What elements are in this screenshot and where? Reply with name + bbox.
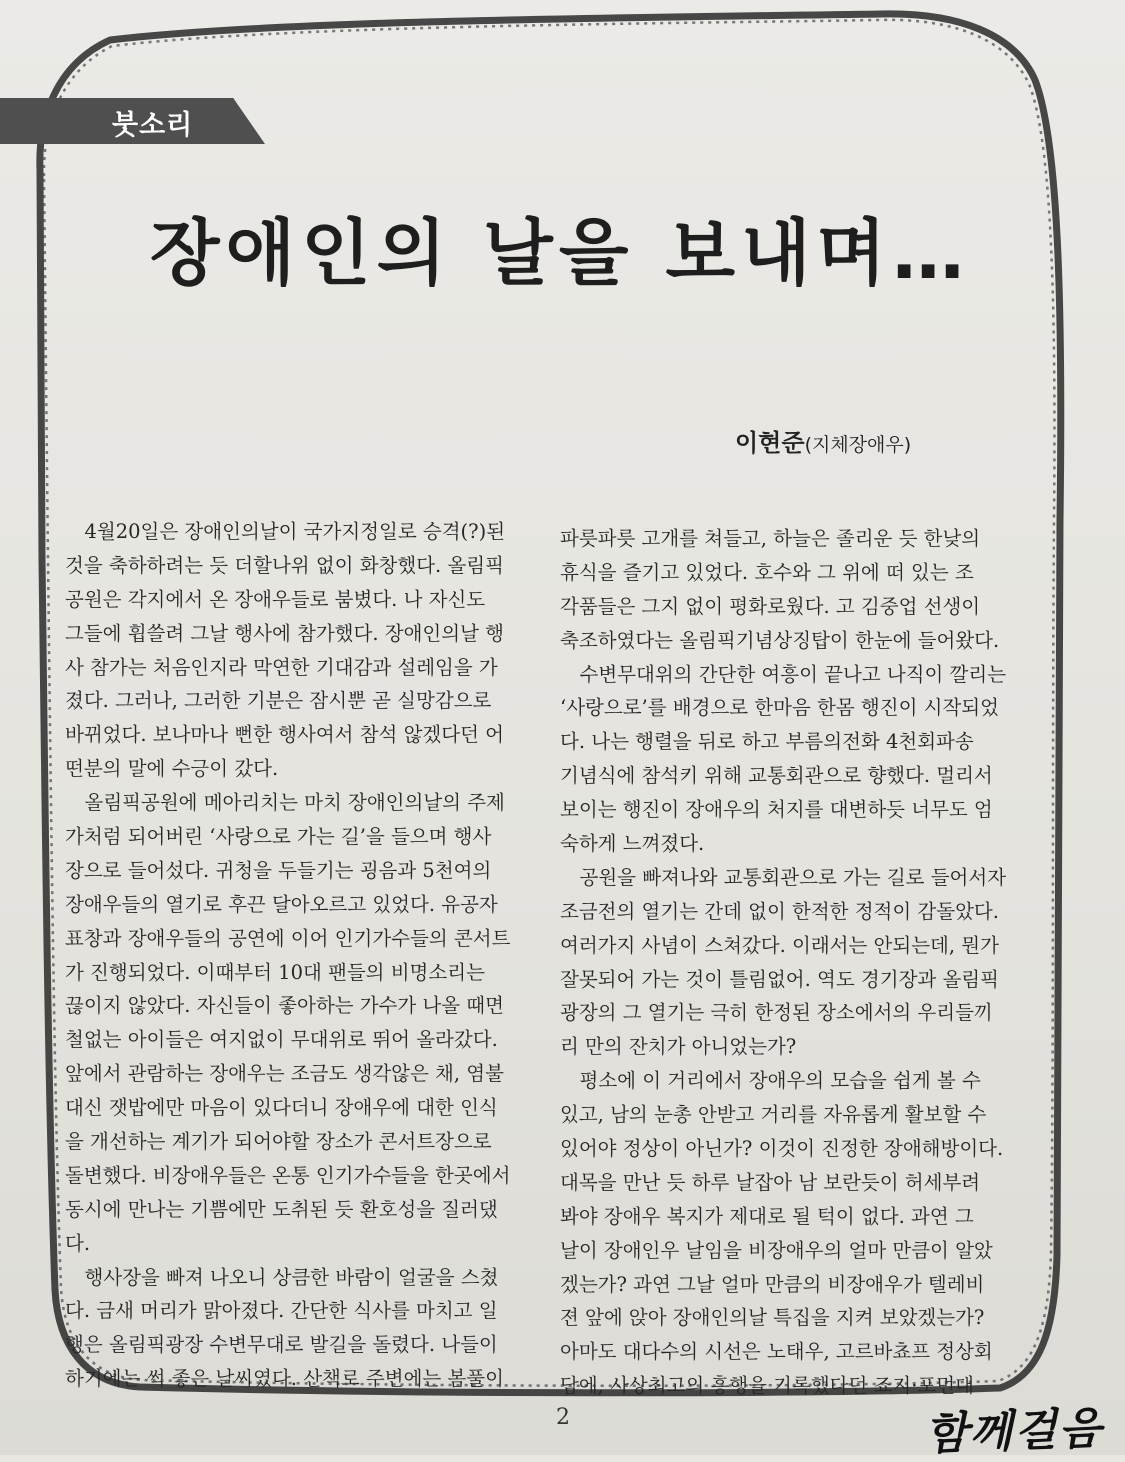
text-line: 있고, 남의 눈총 안받고 거리를 자유롭게 활보할 수 [560, 1103, 987, 1127]
text-line: 있어야 정상이 아닌가? 이것이 진정한 장애해방이다. [560, 1137, 1004, 1161]
text-line: 동시에 만나는 기쁨에만 도취된 듯 환호성을 질러댔 [65, 1197, 498, 1221]
text-line: 공원은 각지에서 온 장애우들로 붐볐다. 나 자신도 [65, 587, 486, 611]
text-line: 을 개선하는 계기가 되어야할 장소가 콘서트장으로 [65, 1130, 492, 1154]
byline [735, 423, 911, 458]
text-line: 하기에는 썩 좋은 날씨였다. 산책로 주변에는 봄풀이 [65, 1367, 504, 1391]
text-line: 졌다. 그러나, 그러한 기분은 잠시뿐 곧 실망감으로 [65, 689, 492, 713]
article-title: 장애인의 날을 보내며… [150, 211, 971, 295]
left-column [65, 515, 570, 1396]
text-line: 수변무대위의 간단한 여흥이 끝나고 나직이 깔리는 [560, 662, 1007, 686]
text-line: 돌변했다. 비장애우들은 온통 인기가수들을 한곳에서 [65, 1163, 511, 1187]
text-line: 앞에서 관람하는 장애우는 조금도 생각않은 채, 염불 [65, 1062, 504, 1086]
text-line: 것을 축하하려는 듯 더할나위 없이 화창했다. 올림픽 [65, 553, 504, 577]
text-line: 평소에 이 거리에서 장애우의 모습을 쉽게 볼 수 [560, 1069, 981, 1093]
text-line: 바뀌었다. 보나마나 뻔한 행사여서 참석 않겠다던 어 [65, 723, 504, 747]
text-line: 각품들은 그지 없이 평화로웠다. 고 김중업 선생이 [560, 594, 981, 618]
text-line: 잘못되어 가는 것이 틀림없어. 역도 경기장과 올림픽 [560, 967, 999, 991]
text-line: 장애우들의 열기로 후끈 달아오르고 있었다. 유공자 [65, 892, 498, 916]
text-line: 날이 장애인우 날임을 비장애우의 얼마 만큼이 알았 [560, 1238, 993, 1262]
text-line: 광장의 그 열기는 극히 한정된 장소에서의 우리들끼 [560, 1001, 993, 1025]
text-line: 축조하였다는 올림픽기념상징탑이 한눈에 들어왔다. [560, 628, 1000, 652]
text-line: 사 참가는 처음인지라 막연한 기대감과 설레임을 가 [65, 655, 498, 679]
text-line: 대신 잿밥에만 마음이 있다더니 장애우에 대한 인식 [65, 1096, 498, 1120]
text-line: 4월20일은 장애인의날이 국가지정일로 승격(?)된 [65, 520, 506, 543]
text-line: 보이는 행진이 장애우의 처지를 대변하듯 너무도 엄 [560, 798, 993, 822]
text-line: 아마도 대다수의 시선은 노태우, 고르바쵸프 정상회 [560, 1340, 993, 1364]
text-line: 기념식에 참석키 위해 교통회관으로 향했다. 멀리서 [560, 764, 993, 788]
text-line: 휴식을 즐기고 있었다. 호수와 그 위에 떠 있는 조 [560, 560, 974, 584]
text-line: 겠는가? 과연 그날 얼마 만큼의 비장애우가 텔레비 [560, 1272, 985, 1296]
text-line: 행은 올림픽광장 수변무대로 발길을 돌렸다. 나들이 [65, 1333, 498, 1357]
text-line: 다. [65, 1231, 91, 1255]
text-line: 올림픽공원에 메아리치는 마치 장애인의날의 주제 [65, 791, 505, 815]
text-line: 다. 나는 행렬을 뒤로 하고 부름의전화 4천회파송 [560, 730, 974, 754]
text-line: 봐야 장애우 복지가 제대로 될 턱이 없다. 과연 그 [560, 1204, 974, 1228]
text-line: 여러가지 사념이 스쳐갔다. 이래서는 안되는데, 뭔가 [560, 933, 999, 957]
text-line: 대목을 만난 듯 하루 날잡아 남 보란듯이 허세부려 [560, 1170, 981, 1194]
text-line: 행사장을 빠져 나오니 상큼한 바람이 얼굴을 스쳤 [65, 1265, 499, 1289]
author-name: 이현준 [735, 429, 805, 457]
publication-watermark: 함께걸음 [924, 1402, 1105, 1461]
section-tag: 붓소리 [112, 110, 194, 141]
text-line: 리 만의 잔치가 아니었는가? [560, 1035, 797, 1059]
text-line: 파릇파릇 고개를 쳐들고, 하늘은 졸리운 듯 한낮의 [560, 527, 981, 550]
text-line: 가처럼 되어버린 ‘사랑으로 가는 길’을 들으며 행사 [65, 825, 492, 849]
text-line: 젼 앞에 앉아 장애인의날 특집을 지켜 보았겠는가? [560, 1306, 985, 1330]
text-line: 철없는 아이들은 여지없이 무대위로 뛰어 올라갔다. [65, 1028, 498, 1052]
text-line: 조금전의 열기는 간데 없이 한적한 정적이 감돌았다. [560, 899, 999, 923]
text-line: ‘사랑으로’를 배경으로 한마음 한몸 행진이 시작되었 [560, 696, 999, 720]
text-line: 그들에 휩쓸려 그날 행사에 참가했다. 장애인의날 행 [65, 621, 504, 645]
text-line: 다. 금새 머리가 맑아졌다. 간단한 식사를 마치고 일 [65, 1299, 498, 1323]
author-affiliation: (지체장애우) [804, 434, 912, 456]
text-line: 공원을 빠져나와 교통회관으로 가는 길로 들어서자 [560, 865, 1007, 889]
text-line: 떤분의 말에 수긍이 갔다. [65, 757, 279, 781]
text-line: 끊이지 않았다. 자신들이 좋아하는 가수가 나올 때면 [65, 994, 504, 1018]
text-line: 담에, 사상최고의 흥행을 기록했다던 죠지·포먼대 [560, 1374, 974, 1398]
text-line: 장으로 들어섰다. 귀청을 두들기는 굉음과 5천여의 [65, 858, 492, 882]
text-line: 숙하게 느껴졌다. [560, 832, 705, 856]
page-number: 2 [556, 1405, 570, 1430]
text-line: 가 진행되었다. 이때부터 10대 팬들의 비명소리는 [65, 960, 485, 984]
text-line: 표창과 장애우들의 공연에 이어 인기가수들의 콘서트 [65, 926, 511, 950]
right-column [560, 522, 1060, 1403]
